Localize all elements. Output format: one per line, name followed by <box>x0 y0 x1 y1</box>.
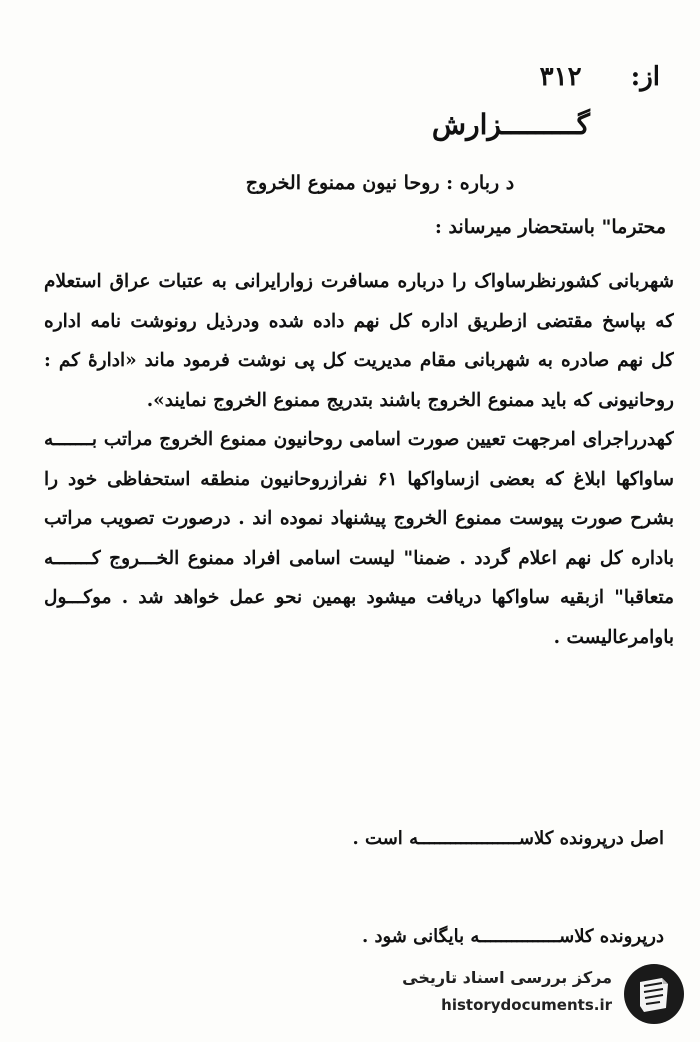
body-line: شهربانی کشورنظرساواک را درباره مسافرت زوارایرانی به عتبات عراق استعلام <box>44 271 674 292</box>
filing-note-original: اصل درپرونده کلاســـــــــــــــــــه است . <box>352 828 664 849</box>
document-scroll-icon <box>622 962 686 1026</box>
from-label: از: <box>630 62 660 92</box>
report-subject: د رباره : روحا نیون ممنوع الخروج <box>245 172 515 194</box>
body-line: متعاقبا" ازبقیه ساواکها دریافت میشود بهمین نحو عمل خواهد شد . موکـــول <box>44 587 674 608</box>
watermark <box>396 960 686 1030</box>
body-line: کل نهم صادره به شهربانی مقام مدیریت کل پی نوشت فرمود ماند «ادارهٔ کم : <box>44 350 674 371</box>
salutation: محترما" باستحضار میرساند : <box>434 216 666 238</box>
report-title: گـــــــــزارش <box>431 108 590 141</box>
body-line: باوامرعالیست . <box>553 626 674 648</box>
document-number: ۳۱۲ <box>539 62 582 92</box>
body-line: روحانیونی که باید ممنوع الخروج باشند بتدریج ممنوع الخروج نمایند». <box>146 389 674 411</box>
watermark-url[interactable]: historydocuments.ir <box>441 996 612 1014</box>
body-line: که بپاسخ مقتضی ازطریق اداره کل نهم داده شده ودرذیل رونوشت نامه اداره <box>44 310 674 332</box>
body-line: ساواکها ابلاغ که بعضی ازساواکها ۶۱ نفرازروحانیون منطقه استحفاظی خود را <box>44 468 674 490</box>
report-body <box>44 262 674 657</box>
body-line: باداره کل نهم اعلام گردد . ضمنا" لیست اسامی افراد ممنوع الخـــروج کـــــــه <box>44 547 674 569</box>
filing-note-archive: درپرونده کلاســـــــــــــــه بایگانی شود . <box>361 926 664 947</box>
document-header <box>540 62 660 92</box>
body-line: کهدرراجرای امرجهت تعیین صورت اسامی روحانیون ممنوع الخروج مراتب بـــــــه <box>44 429 674 450</box>
body-line: بشرح صورت پیوست ممنوع الخروج پیشنهاد نموده اند . درصورت تصویب مراتب <box>44 508 674 529</box>
watermark-title: مرکز بررسی اسناد تاریخی <box>402 968 612 987</box>
